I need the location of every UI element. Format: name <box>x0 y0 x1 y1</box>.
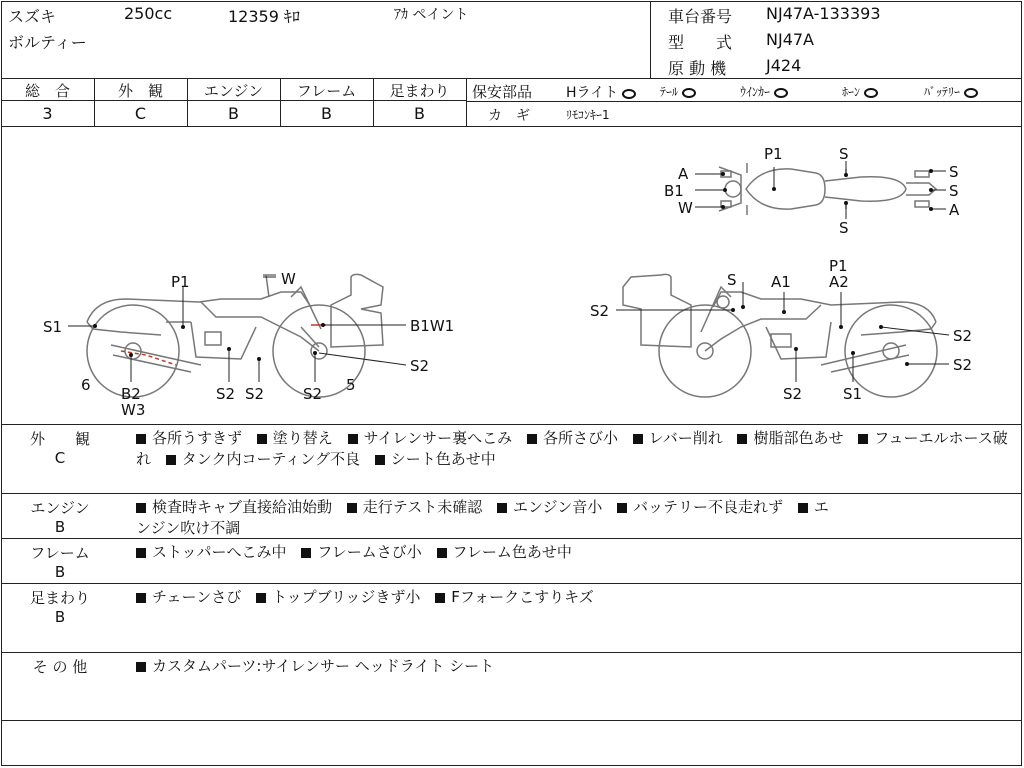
diagram-label: S2 <box>216 385 236 403</box>
diagram-label: S1 <box>843 385 863 403</box>
remark-exterior-grade: C <box>54 449 66 467</box>
remark-divider <box>1 493 1022 494</box>
safety-battery-label: ﾊﾞｯﾃﾘｰ <box>924 85 961 99</box>
safety-winker-label: ｳｲﾝｶｰ <box>740 85 771 99</box>
remark-item: 走行テスト未確認 <box>362 498 483 516</box>
bullet-square-icon <box>375 455 385 465</box>
remark-divider <box>1 720 1022 721</box>
safety-horn-label: ﾎｰﾝ <box>842 85 861 99</box>
remark-item: カスタムパーツ:サイレンサー ヘッドライト シート <box>152 657 495 675</box>
bullet-square-icon <box>617 503 627 513</box>
bullet-square-icon <box>257 434 267 444</box>
diagram-label: S <box>949 182 959 200</box>
type-value: NJ47A <box>766 30 814 49</box>
remark-item: 各所さび小 <box>542 429 618 447</box>
diagram-label: A <box>678 165 689 183</box>
remark-exterior-label: 外 観 <box>29 430 90 448</box>
safety-mid-line <box>466 101 1022 102</box>
remark-item: 各所うすきず <box>152 429 243 447</box>
color: ｱｶ ペイント <box>394 7 469 23</box>
engine-label: エンジン <box>203 82 264 100</box>
remark-frame-grade: B <box>54 563 66 581</box>
diagram-label: 6 <box>81 376 91 394</box>
engine-grade: B <box>228 104 239 123</box>
frame-label: フレーム <box>296 82 357 100</box>
remark-suspension-grade: B <box>54 608 66 626</box>
bullet-square-icon <box>798 503 808 513</box>
ok-mark-icon <box>964 88 978 98</box>
remark-item: チェーンさび <box>152 588 242 606</box>
diagram-label: B1 <box>664 182 684 200</box>
safety-tail-label: ﾃｰﾙ <box>660 85 679 99</box>
bullet-square-icon <box>858 434 868 444</box>
diagram-bottom-line <box>1 424 1022 425</box>
remark-item: 検査時キャブ直接給油始動 <box>152 498 333 516</box>
diagram-label: W3 <box>121 401 146 419</box>
remark-item: ンジン吹け不調 <box>136 519 241 537</box>
diagram-label: S2 <box>783 385 803 403</box>
header-bottom-line <box>1 78 1022 79</box>
diagram-label: A1 <box>771 273 791 291</box>
exterior-grade: C <box>134 104 147 123</box>
remark-other-text <box>136 656 494 677</box>
bullet-square-icon <box>633 434 643 444</box>
suspension-grade: B <box>414 104 425 123</box>
total-grade: 3 <box>42 104 53 123</box>
diagram-label: B2 <box>121 385 141 403</box>
remark-divider <box>1 583 1022 584</box>
bullet-square-icon <box>166 455 176 465</box>
remark-item: 塗り替え <box>272 429 333 447</box>
frame-no: NJ47A-133393 <box>766 4 881 23</box>
remark-item: サイレンサー裏へこみ <box>363 429 513 447</box>
diagram-label: 5 <box>346 376 356 394</box>
remark-item: フレーム色あせ中 <box>452 543 572 561</box>
remark-item: シート色あせ中 <box>390 450 496 468</box>
bullet-square-icon <box>136 593 146 603</box>
ok-mark-icon <box>864 88 878 98</box>
bullet-square-icon <box>136 434 146 444</box>
mileage: 12359 ｷﾛ <box>228 7 300 26</box>
remark-suspension-label: 足まわり <box>29 589 90 607</box>
diagram-label: S2 <box>303 385 323 403</box>
bullet-square-icon <box>136 503 146 513</box>
type-label: 型 式 <box>668 33 733 52</box>
safety-headlight-label: Hライト <box>566 85 619 101</box>
remark-exterior-text <box>136 428 1016 470</box>
diagram-label: S <box>727 271 737 289</box>
bullet-square-icon <box>256 593 266 603</box>
remark-engine-grade: B <box>54 518 66 536</box>
displacement: 250cc <box>124 4 173 23</box>
remark-engine-text <box>136 497 1016 539</box>
ok-mark-icon <box>622 89 636 99</box>
bullet-square-icon <box>301 548 311 558</box>
grade-divider <box>466 78 467 126</box>
maker-name: スズキ <box>8 7 57 26</box>
remark-item: タンク内コーティング不良 <box>181 450 360 468</box>
remark-engine-label: エンジン <box>30 499 90 517</box>
diagram-label: S1 <box>43 318 63 336</box>
remark-suspension-text <box>136 587 604 608</box>
diagram-label: W <box>281 270 296 288</box>
right-bike-outline <box>623 274 937 397</box>
safety-battery <box>924 83 978 100</box>
bullet-square-icon <box>527 434 537 444</box>
key-value: ﾘﾓｺﾝｷｰ1 <box>566 108 610 122</box>
remark-item: Fフォークこすりキズ <box>451 588 594 606</box>
engine-type-label: 原 動 機 <box>668 59 727 78</box>
ok-mark-icon <box>682 88 696 98</box>
diagram-label: S <box>839 219 849 237</box>
diagram-label: S2 <box>410 357 430 375</box>
diagram-label: W <box>678 199 693 217</box>
remark-item: フューエルホース破れ <box>136 429 1008 468</box>
diagram-label: S2 <box>590 302 610 320</box>
safety-label: 保安部品 <box>472 83 533 101</box>
remark-divider <box>1 538 1022 539</box>
bullet-square-icon <box>136 662 146 672</box>
model-name: ボルティー <box>8 33 87 52</box>
bullet-square-icon <box>136 548 146 558</box>
diagram-label: P1 <box>171 273 190 291</box>
header-divider <box>650 1 651 78</box>
remark-item: バッテリー不良走れず <box>633 498 784 516</box>
bullet-square-icon <box>737 434 747 444</box>
frame-no-label: 車台番号 <box>668 7 733 26</box>
safety-horn <box>842 83 878 100</box>
diagram-label: A2 <box>829 273 849 291</box>
remark-item: トップブリッジきず小 <box>272 588 421 606</box>
safety-headlight <box>566 82 636 102</box>
bullet-square-icon <box>437 548 447 558</box>
top-bike-outline <box>719 163 936 215</box>
bullet-square-icon <box>348 434 358 444</box>
remark-item: 樹脂部色あせ <box>753 429 844 447</box>
remark-other-label: そ の 他 <box>32 658 88 676</box>
damage-diagram <box>1 127 1022 424</box>
bullet-square-icon <box>435 593 445 603</box>
diagram-label: S2 <box>953 356 973 374</box>
diagram-label: S2 <box>245 385 265 403</box>
total-label: 総 合 <box>24 82 70 100</box>
engine-type-value: J424 <box>766 56 802 75</box>
remark-item: ストッパーへこみ中 <box>152 543 287 561</box>
safety-tail <box>660 83 696 100</box>
diagram-label: S <box>949 163 959 181</box>
remark-item: レバー削れ <box>648 429 723 447</box>
diagram-label: A <box>949 201 960 219</box>
remark-frame-text <box>136 542 582 563</box>
diagram-label: P1 <box>829 257 848 275</box>
suspension-label: 足まわり <box>389 82 450 100</box>
frame-grade: B <box>321 104 332 123</box>
key-label: カ ギ <box>488 108 530 124</box>
diagram-label: S2 <box>953 327 973 345</box>
diagram-label: P1 <box>764 145 783 163</box>
bullet-square-icon <box>347 503 357 513</box>
diagram-label: S <box>839 145 849 163</box>
remark-item: エ <box>813 498 829 516</box>
remark-item: フレームさび小 <box>317 543 422 561</box>
remark-item: エンジン音小 <box>512 498 603 516</box>
diagram-label: B1W1 <box>410 317 455 335</box>
remark-frame-label: フレーム <box>30 544 90 562</box>
safety-winker <box>740 83 788 100</box>
bullet-square-icon <box>497 503 507 513</box>
ok-mark-icon <box>774 88 788 98</box>
exterior-label: 外 観 <box>117 82 163 100</box>
remark-divider <box>1 652 1022 653</box>
